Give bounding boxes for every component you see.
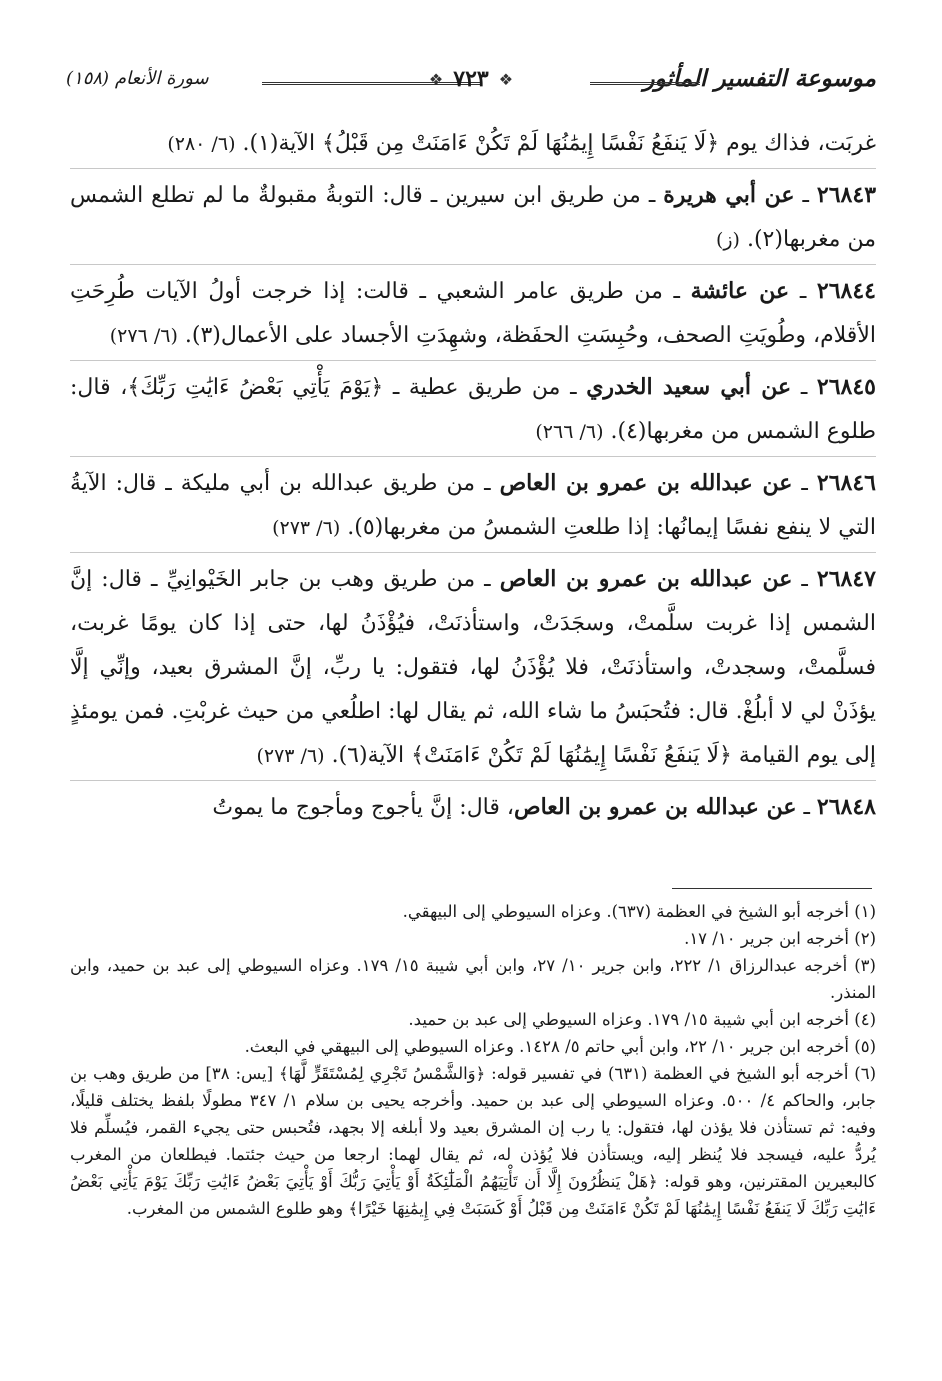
- entry-number: ٢٦٨٤٤: [816, 278, 876, 304]
- page-header: [66, 52, 876, 104]
- book-title: موسوعة التفسير المأثور: [643, 64, 876, 92]
- footnote-1: (١) أخرجه أبو الشيخ في العظمة (٦٣٧). وعزاه السيوطي إلى البيهقي.: [402, 902, 876, 921]
- entry-text: ـ من طريق ابن سيرين ـ قال: التوبةُ مقبولةٌ ما لم تطلع الشمس من مغربها(٢).: [70, 183, 876, 252]
- entry-source: (٦/ ٢٧٣): [272, 517, 341, 539]
- entry-text: ـ من طريق عطية ـ ﴿يَوْمَ يَأْتِي بَعْضُ ءَايَٰتِ رَبِّكَ﴾، قال: طلوع الشمس من مغربها(٤).: [70, 375, 876, 444]
- ornament-left-icon: ❖: [428, 69, 444, 89]
- entry-number: ٢٦٨٤٣: [816, 182, 877, 208]
- entry-source: (ز): [715, 229, 740, 251]
- entry-source: (٦/ ٢٧٣): [256, 745, 325, 767]
- entry-source: (٦/ ٢٨٠): [167, 133, 236, 155]
- entry-number: ٢٦٨٤٨: [816, 794, 876, 820]
- narrator-name: عن عائشة: [690, 278, 790, 304]
- footnote-3: (٣) أخرجه عبدالرزاق ١/ ٢٢٢، وابن جرير ١٠/ ٢٧، وابن أبي شيبة ١٥/ ١٧٩. وعزاه السيوطي إلى عبد بن حميد، وابن المنذر.: [70, 956, 876, 1002]
- ornament-right-icon: ❖: [498, 69, 514, 89]
- entry-text: ـ من طريق عبدالله بن أبي مليكة ـ قال: الآيةُ التي لا ينفع نفسًا إيمانُها: إذا طلعتِ الشمسُ من مغربها(٥).: [70, 471, 876, 540]
- entry-number: ٢٦٨٤٦: [816, 470, 876, 496]
- narrator-name: عن عبدالله بن عمرو بن العاص: [499, 566, 793, 592]
- narrator-name: عن أبي سعيد الخدري: [586, 374, 792, 400]
- footnotes: [70, 898, 876, 1222]
- entry-text: ـ من طريق وهب بن جابر الخَيْوانِيِّ ـ قال: إنَّ الشمس إذا غربت سلَّمتْ، وسجَدَتْ، واستأذنَتْ، فيُؤْذَنُ لها، حتى إذا كان يومًا غربت، فسلَّمتْ، وسجدتْ، واستأذنَتْ، فلا يُؤْذَنُ لها، فتقول: يا ربِّ، إنَّ المشرق بعيد، وإنِّي إلَّا يؤذَنْ لي لا أبلُغْ. قال: فتُحبَسُ ما شاء الله، ثم يقال لها: اطلُعي من حيث غربْتِ. فمن يومئذٍ إلى يوم القيامة ﴿لَا يَنفَعُ نَفْسًا إِيمَٰنُهَا لَمْ تَكُنْ ءَامَنَتْ﴾ الآية(٦).: [70, 567, 876, 768]
- entry-number: ٢٦٨٤٥: [816, 374, 876, 400]
- entry-source: (٦/ ٢٧٦): [109, 325, 178, 347]
- page-number: ٧٢٣: [453, 66, 489, 92]
- narrator-name: عن أبي هريرة: [663, 182, 795, 208]
- entry-number: ٢٦٨٤٧: [816, 566, 876, 592]
- entry-source: (٦/ ٢٦٦): [535, 421, 604, 443]
- footnote-5: (٥) أخرجه ابن جرير ١٠/ ٢٢، وابن أبي حاتم ٥/ ١٤٢٨. وعزاه السيوطي إلى البيهقي في البعث.: [244, 1037, 876, 1056]
- footnote-4: (٤) أخرجه ابن أبي شيبة ١٥/ ١٧٩. وعزاه السيوطي إلى عبد بن حميد.: [408, 1010, 876, 1029]
- entry-continuation: [70, 122, 876, 169]
- entry-26846: ٢٦٨٤٦ ـ عن عبدالله بن عمرو بن العاص ـ من طريق عبدالله بن أبي مليكة ـ قال: الآيةُ التي لا ينفع نفسًا إيمانُها: إذا طلعتِ الشمسُ من مغربها(٥). (٦/ ٢٧٣): [70, 461, 876, 553]
- main-text: [70, 122, 876, 836]
- entry-text: غربَت، فذاك يوم ﴿لَا يَنفَعُ نَفْسًا إِيمَٰنُهَا لَمْ تَكُنْ ءَامَنَتْ مِن قَبْلُ﴾ الآية(١).: [242, 131, 876, 156]
- entry-26847: ٢٦٨٤٧ ـ عن عبدالله بن عمرو بن العاص ـ من طريق وهب بن جابر الخَيْوانِيِّ ـ قال: إنَّ الشمس إذا غربت سلَّمتْ، وسجَدَتْ، واستأذنَتْ، فيُؤْذَنُ لها، حتى إذا كان يومًا غربت، فسلَّمتْ، وسجدتْ، واستأذنَتْ، فلا يُؤْذَنُ لها، فتقول: يا ربِّ، إنَّ المشرق بعيد، وإنِّي إلَّا يؤذَنْ لي لا أبلُغْ. قال: فتُحبَسُ ما شاء الله، ثم يقال لها: اطلُعي من حيث غربْتِ. فمن يومئذٍ إلى يوم القيامة ﴿لَا يَنفَعُ نَفْسًا إِيمَٰنُهَا لَمْ تَكُنْ ءَامَنَتْ﴾ الآية(٦). (٦/ ٢٧٣): [70, 557, 876, 781]
- page-number-block: [66, 66, 876, 92]
- entry-26848: ٢٦٨٤٨ ـ عن عبدالله بن عمرو بن العاص، قال: إنَّ يأجوج ومأجوج ما يموتُ: [212, 794, 876, 820]
- entry-26845: ٢٦٨٤٥ ـ عن أبي سعيد الخدري ـ من طريق عطية ـ ﴿يَوْمَ يَأْتِي بَعْضُ ءَايَٰتِ رَبِّكَ﴾، قال: طلوع الشمس من مغربها(٤). (٦/ ٢٦٦): [70, 365, 876, 457]
- verse-number: (١٥٨): [66, 67, 110, 89]
- footnote-6: (٦) أخرجه أبو الشيخ في العظمة (٦٣١) في تفسير قوله: ﴿وَالشَّمْسُ تَجْرِي لِمُسْتَقَرٍّ لَّهَا﴾ [يس: ٣٨] من طريق وهب بن جابر، والحاكم ٤/ ٥٠٠. وعزاه السيوطي إلى عبد بن حميد. وأخرجه يحيى بن سلام ١/ ٣٤٧ مطولًا بلفظ يختلف قليلًا، وفيه: ثم تستأذن فلا يؤذن لها، فتقول: يا رب إن المشرق بعيد ولا أبلغه إلا بجهد، فتُحبس حتى يجيء القمر، فيُسلِّم فلا يُردُّ عليه، فيسجد فلا يُنظر إليه، ويستأذن فلا يُؤذن له، ثم يقال لهما: ارجعا من حيث جئتما. فيطلعان من المغرب كالبعيرين المقترنين، وهو قوله: ﴿هَلْ يَنظُرُونَ إِلَّا أَن تَأْتِيَهُمُ الْمَلَٰٓئِكَةُ أَوْ يَأْتِيَ رَبُّكَ أَوْ يَأْتِيَ بَعْضُ ءَايَٰتِ رَبِّكَ يَوْمَ يَأْتِي بَعْضُ ءَايَٰتِ رَبِّكَ لَا يَنفَعُ نَفْسًا إِيمَٰنُهَا لَمْ تَكُنْ ءَامَنَتْ مِن قَبْلُ أَوْ كَسَبَتْ فِي إِيمَٰنِهَا خَيْرًا﴾ وهو طلوع الشمس من المغرب.: [70, 1064, 876, 1218]
- narrator-name: عن عبدالله بن عمرو بن العاص: [499, 470, 793, 496]
- footnote-separator: [672, 888, 872, 889]
- entry-text: ـ من طريق عامر الشعبي ـ قالت: إذا خرجت أولُ الآيات طُرِحَتِ الأقلام، وطُويَتِ الصحف، وحُبِسَتِ الحفَظة، وشهِدَتِ الأجساد على الأعمال(٣).: [70, 279, 876, 348]
- entry-26844: ٢٦٨٤٤ ـ عن عائشة ـ من طريق عامر الشعبي ـ قالت: إذا خرجت أولُ الآيات طُرِحَتِ الأقلام، وطُويَتِ الصحف، وحُبِسَتِ الحفَظة، وشهِدَتِ الأجساد على الأعمال(٣). (٦/ ٢٧٦): [70, 269, 876, 361]
- entry-26843: ٢٦٨٤٣ ـ عن أبي هريرة ـ من طريق ابن سيرين ـ قال: التوبةُ مقبولةٌ ما لم تطلع الشمس من مغربها(٢). (ز): [70, 173, 876, 265]
- surah-name: سورة الأنعام: [114, 67, 209, 89]
- narrator-name: عن عبدالله بن عمرو بن العاص: [514, 794, 797, 820]
- footnote-2: (٢) أخرجه ابن جرير ١٠/ ١٧.: [684, 929, 876, 948]
- entry-text: ، قال: إنَّ يأجوج ومأجوج ما يموتُ: [212, 795, 514, 820]
